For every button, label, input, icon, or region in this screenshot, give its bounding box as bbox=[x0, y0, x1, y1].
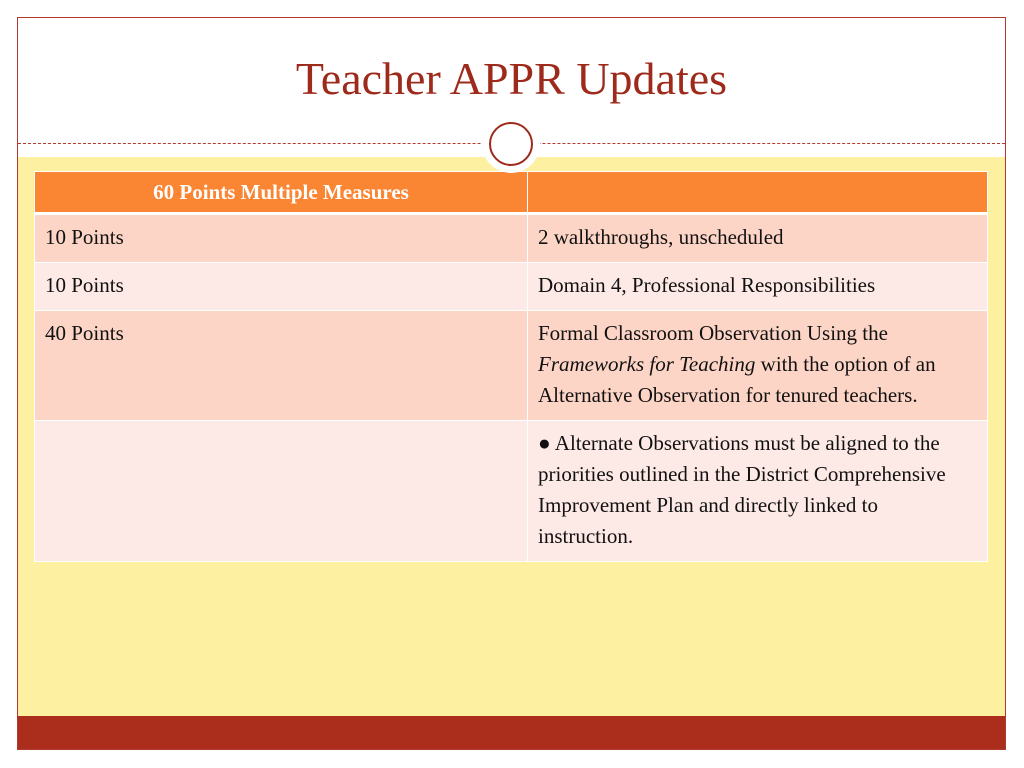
points-cell: 10 Points bbox=[35, 263, 528, 311]
bullet-icon: ● bbox=[538, 431, 551, 455]
header-measures: 60 Points Multiple Measures bbox=[35, 172, 528, 214]
description-text: Formal Classroom Observation Using the bbox=[538, 321, 888, 345]
description-cell: 2 walkthroughs, unscheduled bbox=[528, 214, 988, 263]
table-row bbox=[35, 421, 988, 562]
circle-ornament-icon bbox=[482, 115, 540, 173]
ring-icon bbox=[489, 122, 533, 166]
measures-table bbox=[34, 171, 988, 562]
slide bbox=[17, 17, 1006, 750]
description-text: with the option of an Alternative Observation for tenured teachers. bbox=[538, 352, 936, 407]
points-cell bbox=[35, 421, 528, 562]
points-cell: 10 Points bbox=[35, 214, 528, 263]
table-header-row bbox=[35, 172, 988, 214]
footer-bar bbox=[18, 716, 1005, 750]
header-description bbox=[528, 172, 988, 214]
table-row bbox=[35, 214, 988, 263]
framework-title: Frameworks for Teaching bbox=[538, 352, 756, 376]
description-cell: Domain 4, Professional Responsibilities bbox=[528, 263, 988, 311]
table-row bbox=[35, 311, 988, 421]
table-row bbox=[35, 263, 988, 311]
description-cell bbox=[528, 311, 988, 421]
description-cell bbox=[528, 421, 988, 562]
points-cell: 40 Points bbox=[35, 311, 528, 421]
description-text: Alternate Observations must be aligned to the priorities outlined in the District Comprehensive Improvement Plan and directly linked to instruction. bbox=[538, 431, 946, 548]
slide-title: Teacher APPR Updates bbox=[295, 53, 728, 104]
